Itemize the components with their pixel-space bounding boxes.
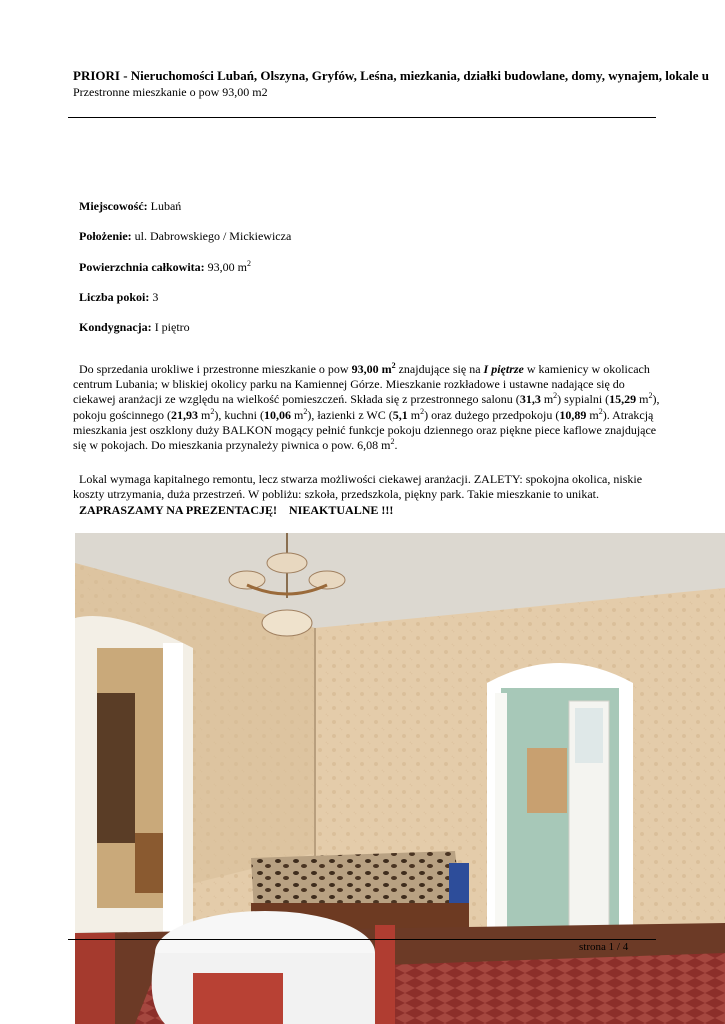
field-value: 3 [152, 289, 159, 304]
invitation-text: ZAPRASZAMY NA PREZENTACJĘ! NIEAKTUALNE !!! [79, 503, 394, 517]
superscript: 2 [553, 391, 558, 401]
description-paragraph [73, 362, 663, 453]
field-label: Kondygnacja: [79, 320, 152, 335]
field-value: I piętro [154, 320, 190, 335]
superscript: 2 [210, 406, 215, 416]
text: znajdujące się na [395, 362, 484, 376]
guest-room-area: 21,93 [171, 407, 198, 422]
field-label: Liczba pokoi: [79, 289, 150, 304]
page-title: PRIORI - Nieruchomości Lubań, Olszyna, Gryfów, Leśna, miezkania, działki budowlane, domy, wynajem, lokale u [73, 68, 709, 83]
text: ). Atrakcją mieszkania jest oszklony duży BALKON mogący pełnić funkcje pokoju dziennego oraz piękne piece kaflowe znajdujące się w pokojach. Do mieszkania przynależy piwnica o pow. 6,08 m [73, 407, 657, 453]
superscript: 2 [598, 406, 603, 416]
property-fields [79, 198, 291, 349]
advantages-paragraph: Lokal wymaga kapitalnego remontu, lecz stwarza możliwości ciekawej aranżacji. ZALETY: spokojna okolica, niskie koszty utrzymania, duża przestrzeń. W pobliżu: szkoła, przedszkola, piękny park. Takie mieszkanie to unikat. [73, 472, 643, 502]
field-label: Położenie: [79, 229, 132, 244]
field-value: Lubań [150, 199, 182, 213]
text: ), łazienki z WC ( [307, 407, 393, 422]
area-emphasis: 93,00 m [351, 362, 392, 376]
bedroom-area: 15,29 [609, 392, 637, 407]
text: m [198, 407, 211, 422]
header-divider [68, 117, 656, 118]
field-area [79, 259, 291, 289]
field-value: 93,00 m [207, 259, 247, 274]
text: m [636, 392, 649, 407]
bathroom-area: 5,1 [392, 407, 408, 422]
superscript: 2 [303, 406, 308, 416]
text: . [394, 438, 398, 453]
hall-area: 10,89 [559, 407, 587, 422]
text: Do sprzedania urokliwe i przestronne mieszkanie o pow [79, 362, 352, 376]
text: m [540, 392, 554, 407]
footer-divider [68, 939, 656, 940]
superscript: 2 [390, 437, 395, 447]
page-subtitle: Przestronne mieszkanie o pow 93,00 m2 [73, 85, 268, 99]
field-rooms [79, 289, 291, 319]
field-value: ul. Dabrowskiego / Mickiewicza [134, 229, 292, 244]
field-location [79, 228, 291, 258]
text: m [586, 407, 599, 422]
text: m [407, 407, 421, 422]
superscript: 2 [247, 258, 251, 268]
floor-emphasis: I piętrze [483, 362, 524, 376]
superscript: 2 [648, 391, 653, 401]
salon-area: 31,3 [519, 392, 541, 407]
text: ), pokoju gościnnego ( [73, 392, 660, 422]
text: ) sypialni ( [557, 392, 610, 407]
text: ) oraz dużego przedpokoju ( [424, 407, 560, 422]
field-city [79, 198, 291, 228]
text: ), kuchni ( [214, 407, 264, 422]
text: m [291, 407, 304, 422]
field-label: Powierzchnia całkowita: [79, 259, 205, 274]
page-number: strona 1 / 4 [579, 941, 629, 953]
superscript: 2 [391, 361, 396, 370]
field-label: Miejscowość: [79, 199, 148, 213]
superscript: 2 [420, 406, 425, 416]
text: w kamienicy w okolicach centrum Lubania; w bliskiej okolicy parku na Kamiennej Górze. Mieszkanie rozkładowe i ustawne nadające się do ciekawej aranżacji ze względu na wielkość pomieszczeń. Składa się z przestronnego salonu ( [73, 362, 650, 407]
kitchen-area: 10,06 [264, 407, 291, 422]
field-floor [79, 319, 291, 349]
